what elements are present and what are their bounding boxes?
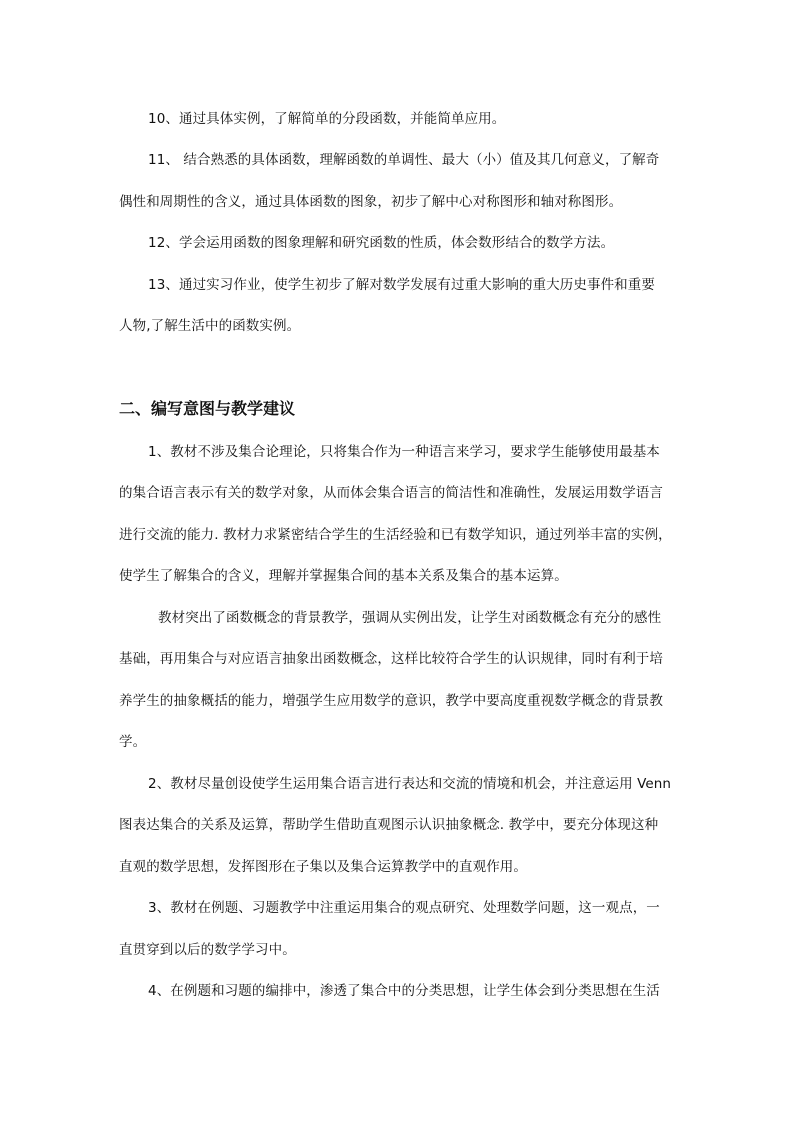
item-3-line-2: 直贯穿到以后的数学学习中。 (119, 942, 296, 958)
paragraph-13-line-1: 13、通过实习作业，使学生初步了解对数学发展有过重大影响的重大历史事件和重要 (148, 277, 655, 293)
item-1-line-2: 的集合语言表示有关的数学对象，从而体会集合语言的简洁性和准确性，发展运用数学语言 (119, 485, 663, 501)
item-2-line-1: 2、教材尽量创设使学生运用集合语言进行表达和交流的情境和机会，并注意运用 Venn (148, 776, 672, 792)
item-1b-line-4: 学。 (119, 734, 147, 750)
item-1b-line-3: 养学生的抽象概括的能力，增强学生应用数学的意识，教学中要高度重视数学概念的背景教 (119, 693, 663, 709)
paragraph-12: 12、学会运用函数的图象理解和研究函数的性质，体会数形结合的数学方法。 (148, 235, 615, 251)
item-1-line-3: 进行交流的能力. 教材力求紧密结合学生的生活经验和已有数学知识，通过列举丰富的实例， (119, 527, 672, 543)
item-1b-line-1: 教材突出了函数概念的背景教学，强调从实例出发，让学生对函数概念有充分的感性 (158, 610, 662, 626)
paragraph-10: 10、通过具体实例，了解简单的分段函数，并能简单应用。 (148, 111, 506, 127)
item-4-line-1: 4、在例题和习题的编排中，渗透了集合中的分类思想，让学生体会到分类思想在生活 (148, 983, 660, 999)
item-2-line-3: 直观的数学思想，发挥图形在子集以及集合运算教学中的直观作用。 (119, 859, 527, 875)
item-1-line-4: 使学生了解集合的含义，理解并掌握集合间的基本关系及集合的基本运算。 (119, 568, 568, 584)
item-2-line-2: 图表达集合的关系及运算，帮助学生借助直观图示认识抽象概念. 教学中，要充分体现这种 (119, 817, 659, 833)
paragraph-11-line-1: 11、 结合熟悉的具体函数，理解函数的单调性、最大（小）值及其几何意义，了解奇 (148, 152, 660, 168)
section-heading: 二、编写意图与教学建议 (119, 399, 296, 418)
item-1-line-1: 1、教材不涉及集合论理论，只将集合作为一种语言来学习，要求学生能够使用最基本 (148, 444, 660, 460)
paragraph-13-line-2: 人物,了解生活中的函数实例。 (119, 318, 301, 334)
paragraph-11-line-2: 偶性和周期性的含义，通过具体函数的图象，初步了解中心对称图形和轴对称图形。 (119, 194, 623, 210)
item-3-line-1: 3、教材在例题、习题教学中注重运用集合的观点研究、处理数学问题，这一观点，一 (148, 900, 660, 916)
item-1b-line-2: 基础，再用集合与对应语言抽象出函数概念，这样比较符合学生的认识规律，同时有利于培 (119, 651, 663, 667)
